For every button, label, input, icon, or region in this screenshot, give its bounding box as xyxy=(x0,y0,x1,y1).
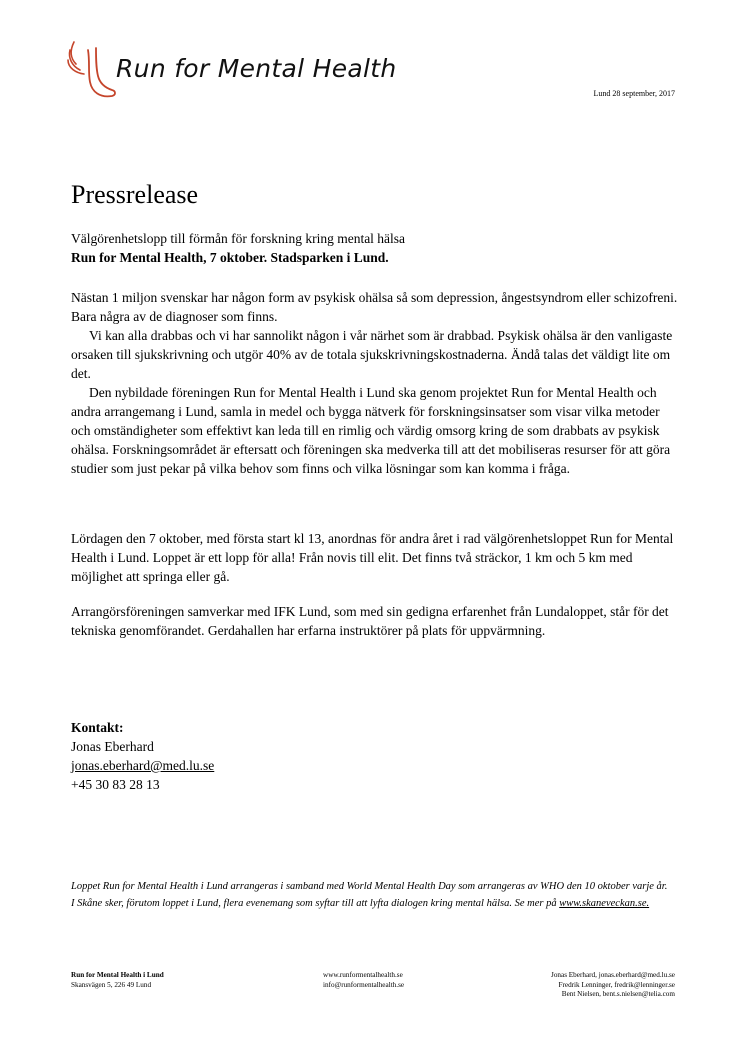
footer-address: Skansvägen 5, 226 49 Lund xyxy=(71,980,152,989)
document-date: Lund 28 september, 2017 xyxy=(593,89,675,98)
footnote-link[interactable]: www.skaneveckan.se. xyxy=(559,898,650,909)
paragraph-4: Lördagen den 7 oktober, med första start kl 13, anordnas för andra året i rad välgörenhetsloppet Run for Mental Health i Lund. Loppet är ett lopp för alla! Från novis till elit. Det finns två sträckor, 1 km och 5 km med möjlighet att springa eller gå. xyxy=(71,531,674,584)
contact-phone: +45 30 83 28 13 xyxy=(71,777,160,792)
footer-web xyxy=(323,971,404,990)
footer-contacts xyxy=(551,971,675,1000)
subtitle-line: Välgörenhetslopp till förmån för forskning kring mental hälsa xyxy=(71,231,406,246)
footer-website[interactable]: www.runformentalhealth.se xyxy=(323,971,403,979)
contact-email-link[interactable]: jonas.eberhard@med.lu.se xyxy=(71,758,215,773)
subtitle-event-line: Run for Mental Health, 7 oktober. Stadsparken i Lund. xyxy=(71,250,389,265)
subtitle xyxy=(71,229,681,267)
logo-text: Run for Mental Health xyxy=(116,54,397,83)
paragraph-3: Den nybildade föreningen Run for Mental Health i Lund ska genom projektet Run for Mental Health och andra arrangemang i Lund, samla in medel och bygga nätverk för forskningsinsatser som visar vilka metoder och omständigheter som effektivt kan leda till en rimlig och värdig omsorg kring de som drabbats av psykisk ohälsa. Forskningsområdet är eftersatt och föreningen ska medverka till att det mobiliseras resurser för att göra studier som just pekar på vilka behov som finns och vilka lösningar som kan komma i fråga. xyxy=(71,385,671,476)
footnote-text: Loppet Run for Mental Health i Lund arrangeras i samband med World Mental Health Day som arrangeras av WHO den 10 oktober varje år. I Skåne sker, förutom loppet i Lund, flera evenemang som syftar till att lyfta dialogen kring mental hälsa. Se mer på xyxy=(71,881,668,909)
footer-org-name: Run for Mental Health i Lund xyxy=(71,971,164,979)
footer-organization xyxy=(71,971,164,990)
paragraph-1: Nästan 1 miljon svenskar har någon form av psykisk ohälsa så som depression, ångestsyndrom eller schizofreni. Bara några av de diagnoser som finns. xyxy=(71,290,678,324)
body-section-2 xyxy=(71,529,681,586)
page-title: Pressrelease xyxy=(71,180,199,209)
contact-heading: Kontakt: xyxy=(71,720,124,735)
contact-name: Jonas Eberhard xyxy=(71,739,154,754)
body-section-3 xyxy=(71,602,681,640)
logo xyxy=(66,40,397,102)
body-section-1 xyxy=(71,288,681,478)
paragraph-2: Vi kan alla drabbas och vi har sannolikt någon i vår närhet som är drabbad. Psykisk ohälsa är den vanligaste orsaken till sjukskrivning och utgör 40% av de totala sjukskrivningskostnaderna. Ändå talas det väldigt lite om det. xyxy=(71,328,673,381)
paragraph-5: Arrangörsföreningen samverkar med IFK Lund, som med sin gedigna erfarenhet från Lundaloppet, står för det tekniska genomförandet. Gerdahallen har erfarna instruktörer på plats för uppvärmning. xyxy=(71,604,669,638)
footer-contact-1: Jonas Eberhard, jonas.eberhard@med.lu.se xyxy=(551,971,675,979)
footer-contact-3: Bent Nielsen, bent.s.nielsen@telia.com xyxy=(561,990,675,998)
contact-block xyxy=(71,718,214,794)
footnote xyxy=(71,878,671,912)
winged-foot-icon xyxy=(66,40,118,102)
footer-email[interactable]: info@runformentalhealth.se xyxy=(323,980,405,989)
footer-contact-2: Fredrik Lenninger, fredrik@lenninger.se xyxy=(558,980,675,989)
